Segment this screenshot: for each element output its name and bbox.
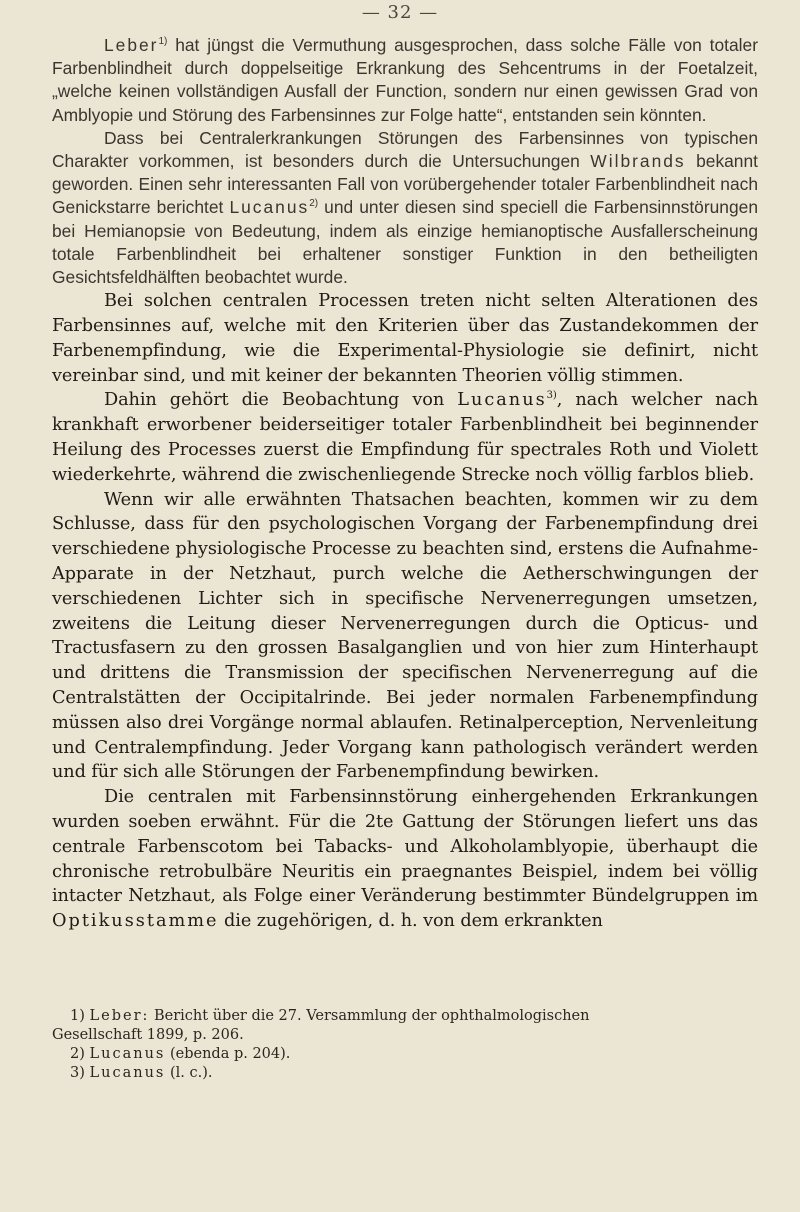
text-run: Dahin gehört die Beobachtung von: [104, 390, 458, 411]
footnote-marker: 3): [70, 1065, 85, 1081]
paragraph: [52, 785, 758, 934]
text-run: , nach welcher nach krankhaft erworbener beiderseitiger totaler Farbenblindheit bei beginnender Heilung des Processes zuerst die Empfindung für spectrales Roth und Violett wiederkehrte, während die zwischenliegende Strecke noch völlig farblos blieb.: [52, 390, 759, 485]
paragraph: [52, 388, 758, 487]
emphasized-name: Wilbrands: [590, 151, 686, 172]
text-run: die zugehörigen, d. h. von dem erkrankten: [218, 911, 603, 932]
text-run: Bei solchen centralen Processen treten nicht selten Alterationen des Farbensinnes auf, welche mit den Kriterien über das Zustandekommen der Farbenempfindung, wie die Experimental-Physiologie sie definirt, nicht vereinbar sind, und mit keiner der bekannten Theorien völlig stimmen.: [52, 291, 758, 386]
paragraph: [52, 34, 758, 127]
emphasized-name: Leber: [104, 35, 159, 55]
text-run: Die centralen mit Farbensinnstörung einhergehenden Erkrankungen wurden soeben erwähnt. Für die 2te Gattung der Störungen liefert uns das centrale Farbenscotom bei Tabacks- und Alkoholamblyopie, überhaupt die chronische retrobulbäre Neuritis ein praegnantes Beispiel, indem bei völlig intacter Netzhaut, als Folge einer Veränderung bestimmter Bündelgruppen im: [52, 787, 758, 907]
footnote-marker: 1): [70, 1008, 85, 1024]
footnote-reference: 2): [309, 198, 319, 210]
page-number: — 32 —: [361, 2, 439, 23]
paragraph: [52, 127, 758, 289]
emphasized-name: Optikusstamme: [52, 911, 219, 932]
text-run: Dass bei Centralerkrankungen Störungen des Farbensinnes von typischen Charakter vorkommen, ist besonders durch die Untersuchungen: [52, 127, 758, 172]
emphasized-name: Lucanus: [457, 390, 547, 411]
paragraph: [52, 289, 758, 388]
footnote-reference: 3): [546, 390, 557, 402]
emphasized-name: Lucanus: [229, 197, 310, 218]
footnotes: [52, 1007, 758, 1083]
footnote-text: Bericht über die 27. Versammlung der ophthalmologischen: [149, 1008, 590, 1024]
footnote-text: (ebenda p. 204).: [165, 1046, 291, 1062]
footnote-reference: 1): [158, 36, 168, 48]
footnote-author: Lucanus: [89, 1065, 166, 1081]
text-run: bekannt geworden. Einen sehr interessanten Fall von vorübergehender totaler Farbenblindheit nach Genickstarre berichtet: [52, 151, 758, 218]
text-run: Wenn wir alle erwähnten Thatsachen beachten, kommen wir zu dem Schlusse, dass für den psychologischen Vorgang der Farbenempfindung drei verschiedene physiologische Processe zu beachten sind, erstens die Aufnahme-Apparate in der Netzhaut, purch welche die Aetherschwingungen der verschiedenen Lichter sich in specifische Nervenerregungen umsetzen, zweitens die Leitung dieser Nervenerregungen durch die Opticus- und Tractusfasern zu den grossen Basalganglien und von hier zum Hinterhaupt und drittens die Transmission der specifischen Nervenerregung auf die Centralstätten der Occipitalrinde. Bei jeder normalen Farbenempfindung müssen also drei Vorgänge normal ablaufen. Retinalperception, Nervenleitung und Centralempfindung. Jeder Vorgang kann pathologisch verändert werden und für sich alle Störungen der Farbenempfindung bewirken.: [52, 489, 758, 783]
footnote-text: (l. c.).: [165, 1065, 213, 1081]
footnote-text: Gesellschaft 1899, p. 206.: [52, 1027, 244, 1043]
text-run: hat jüngst die Vermuthung ausgesprochen, dass solche Fälle von totaler Farbenblindheit durch doppelseitige Erkrankung des Sehcentrums in der Foetalzeit, „welche keinen vollständigen Ausfall der Function, sondern nur einen gewissen Grad von Amblyopie und Störung des Farbensinnes zur Folge hatte“, entstanden sein könnten.: [52, 35, 758, 125]
footnote: [52, 1007, 758, 1045]
footnote-marker: 2): [70, 1046, 85, 1062]
paragraph: [52, 488, 758, 786]
text-run: und unter diesen sind speciell die Farbensinnstörungen bei Hemianopsie von Bedeutung, indem als einzige hemianoptische Ausfallerscheinung totale Farbenblindheit bei erhaltener sonstiger Funktion in den betheiligten Gesichtsfeldhälften beobachtet wurde.: [52, 197, 758, 288]
footnote-author: Lucanus: [89, 1046, 166, 1062]
footnote: [52, 1045, 758, 1064]
footnote: [52, 1064, 758, 1083]
footnote-author: Leber:: [89, 1008, 150, 1024]
body-text: [52, 34, 758, 934]
